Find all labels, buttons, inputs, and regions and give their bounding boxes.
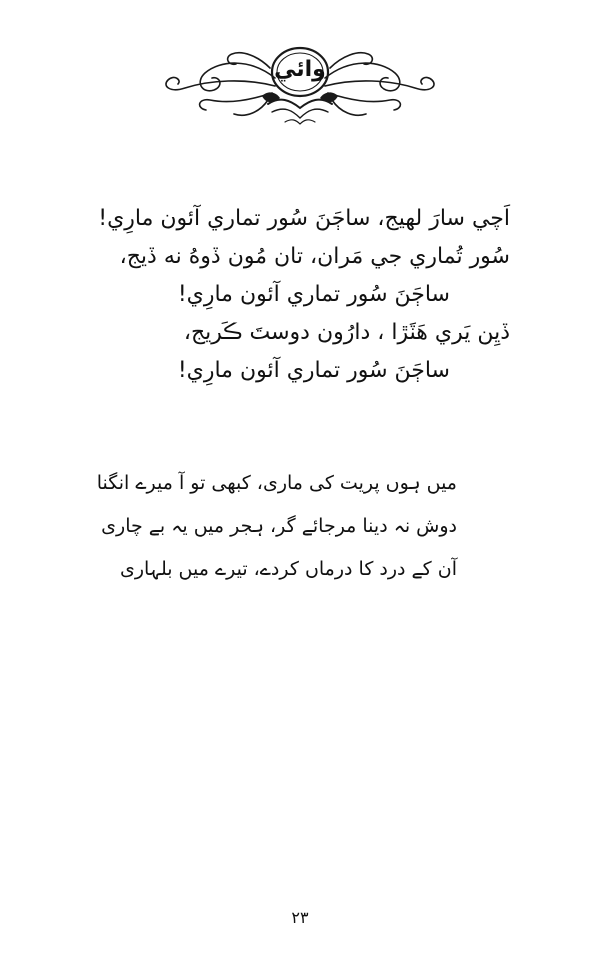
page-number: ۲۳ [291,908,309,927]
urdu-translation [96,462,457,591]
sindhi-line-4: ڏيِن يَري هَٽَڙا ، دارُون دوستَ ڪَريج، [183,320,510,345]
urdu-line-2: دوش نہ دینا مرجائے گر، ہجر میں یہ بے چاری [101,515,457,537]
sindhi-verse [95,200,510,390]
poem-heading: وائي [274,57,326,82]
sindhi-line-5: ساڄَنَ سُور تماري آئون مارِي! [177,358,450,383]
sindhi-line-3: ساڄَنَ سُور تماري آئون مارِي! [177,282,450,307]
urdu-line-3: آن کے درد کا درماں کردے، تیرے میں بلہاری [119,558,457,580]
urdu-line-1: میں ہوں پریت کی ماری، کبھی تو آ میرے انگنا [96,472,457,494]
sindhi-line-1: اَچي سارَ لهيج، ساڄَنَ سُور تماري آئون مارِي! [98,206,510,231]
sindhi-line-2: سُور تُماري جي مَران، تان مُون ڏوهُ نه ڏيج، [119,244,510,269]
